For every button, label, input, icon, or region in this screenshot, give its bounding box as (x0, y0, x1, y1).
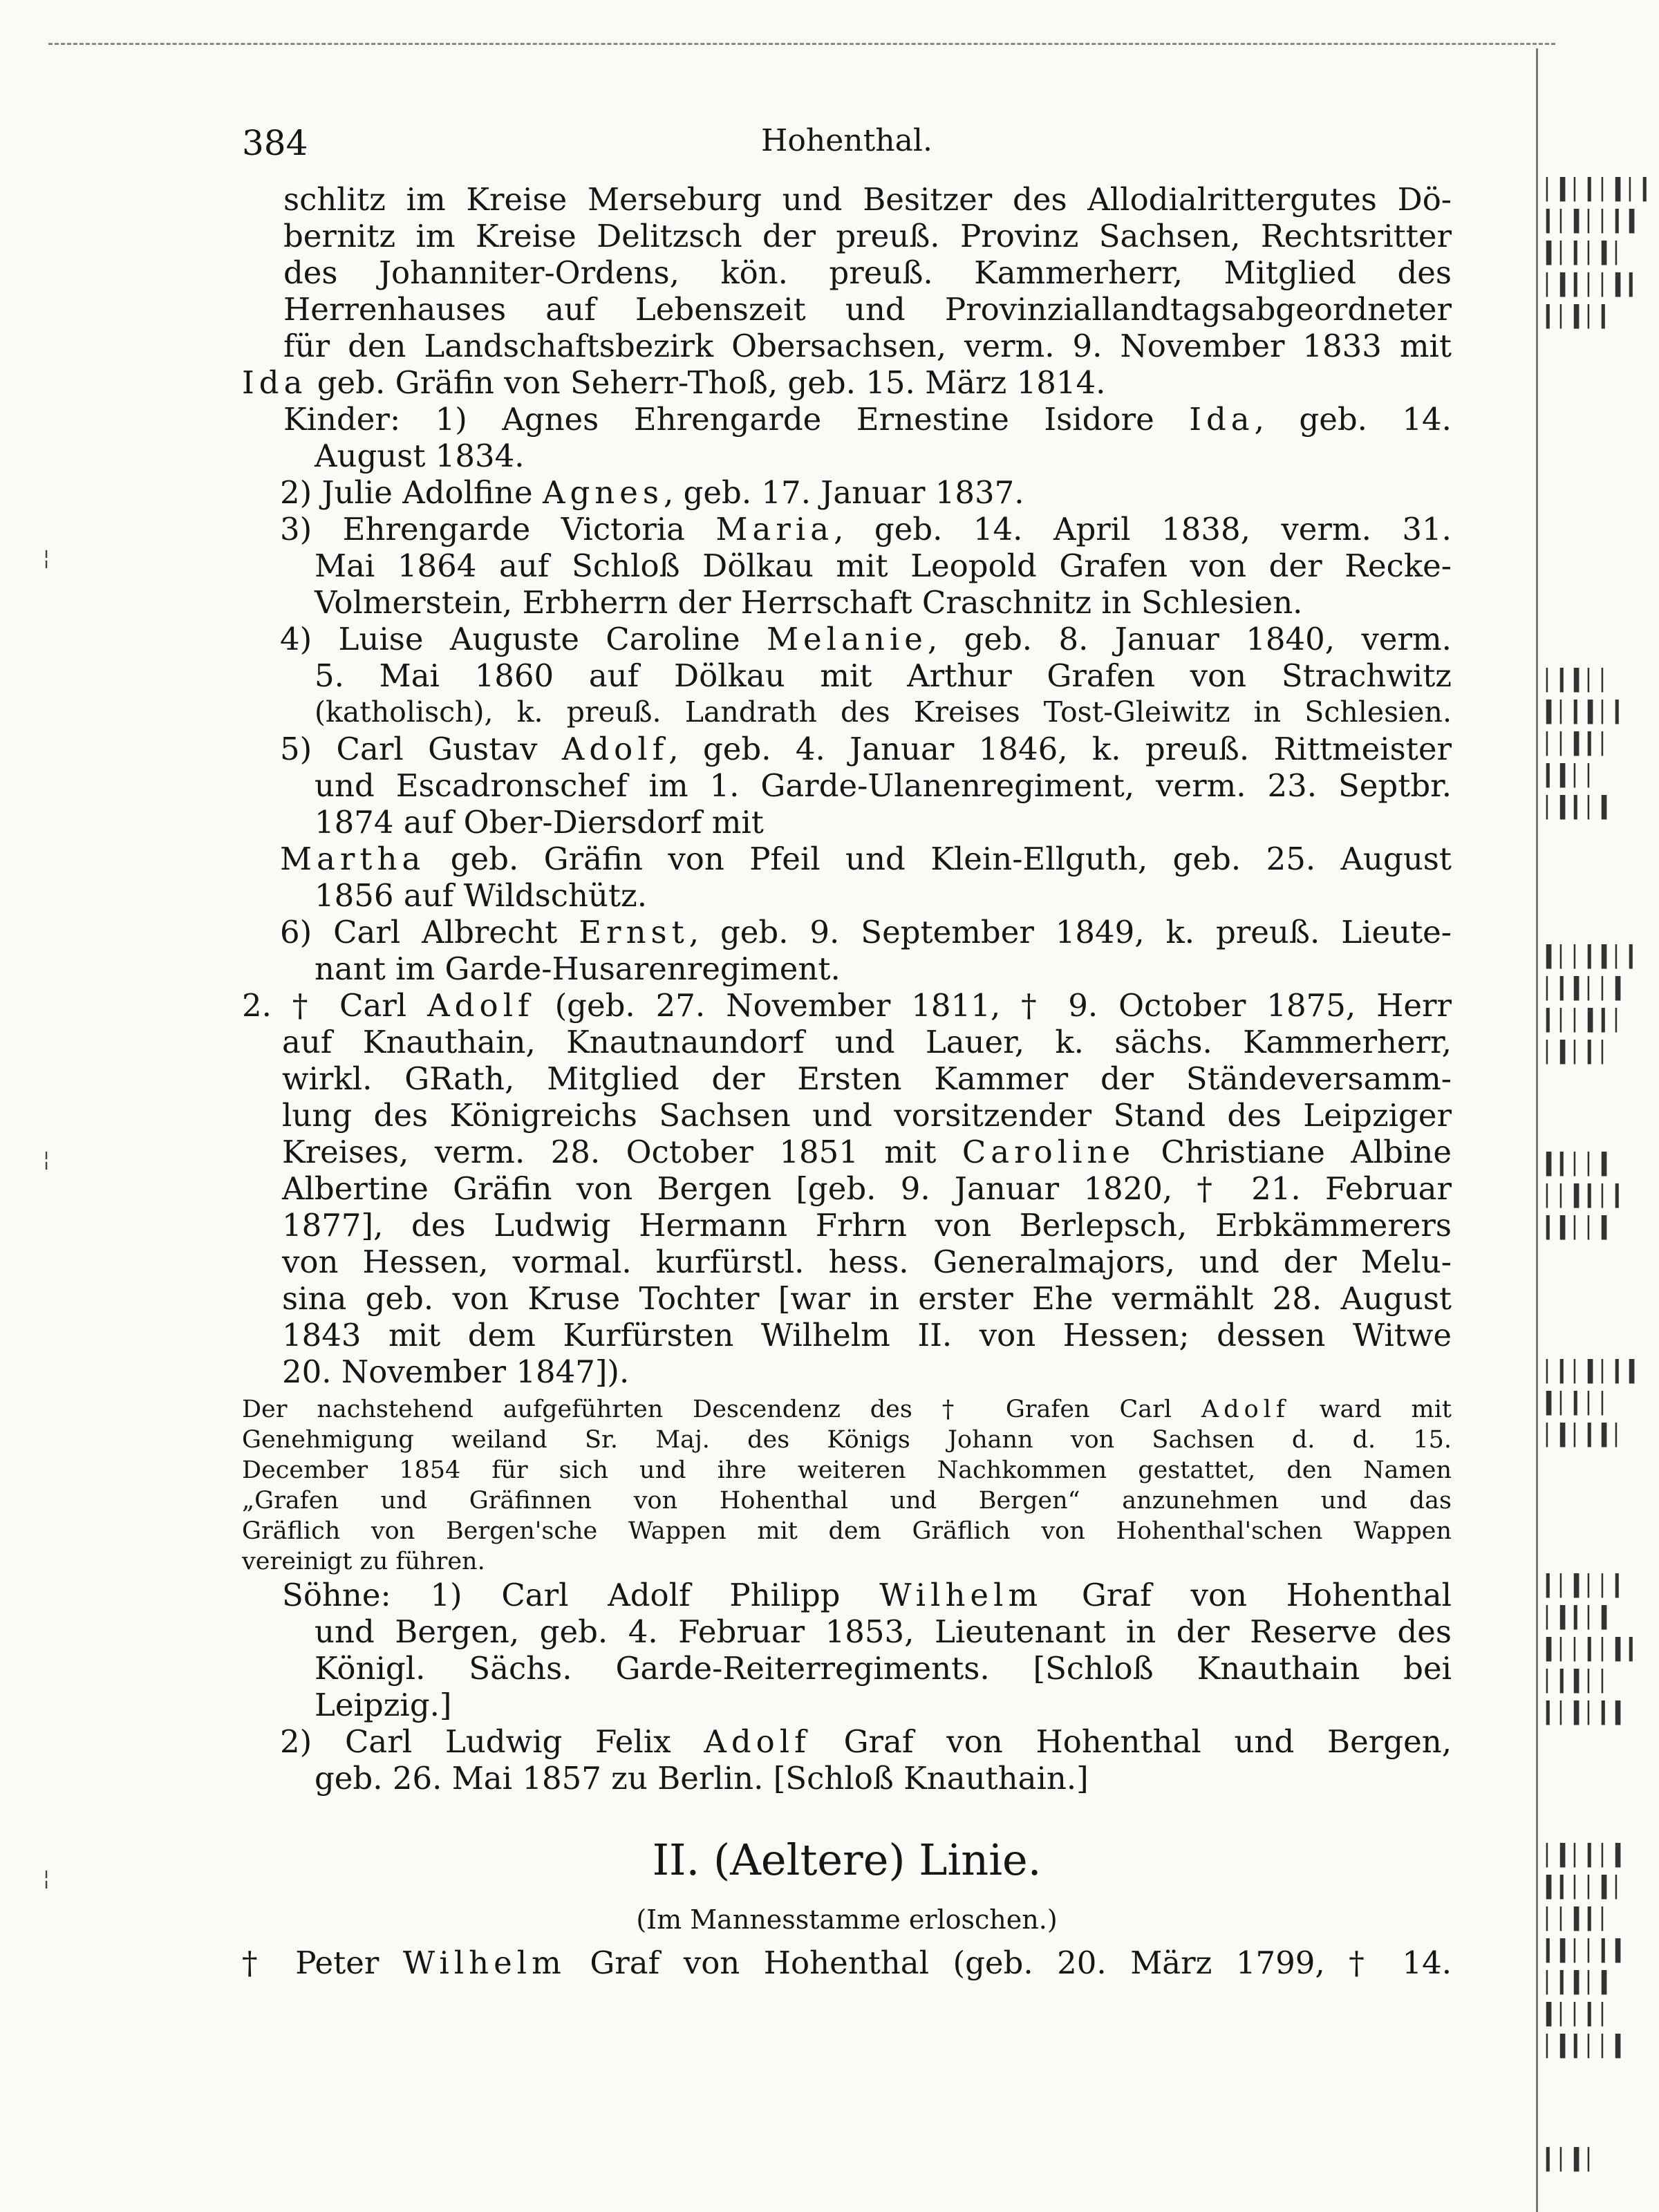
child-name: Melanie (766, 621, 928, 657)
scan-speck: ¦ (43, 1866, 50, 1891)
text-line: Albertine Gräfin von Bergen [geb. 9. Januar 1820, † 21. Februar (282, 1170, 1452, 1207)
note-block (242, 1394, 1452, 1577)
text-line: bernitz im Kreise Delitzsch der preuß. Provinz Sachsen, Rechtsritter (283, 218, 1452, 254)
child-name: Maria (715, 511, 834, 547)
bleed-fragment: ▎▍▏▏ (1546, 764, 1602, 789)
children-heading-line: Kinder: 1) Agnes Ehrengarde Ernestine Isidore Ida, geb. 14. (283, 401, 1452, 438)
text-line: 1856 auf Wildschütz. (315, 877, 648, 914)
bleed-fragment: ▏▎▍▏▏ (1546, 668, 1615, 693)
text-line: 1843 mit dem Kurfürsten Wilhelm II. von Hessen; dessen Witwe (282, 1317, 1452, 1353)
bleed-fragment: ▍▎▏▏▍▏ (1546, 1875, 1629, 1900)
bleed-fragment: ▏▍▏▎▍▏ (1546, 1423, 1629, 1448)
spouse-name: Ida (242, 364, 308, 401)
page-number: 384 (242, 123, 308, 163)
bleed-fragment: ▎▏▍▏▏▎▍ (1546, 209, 1643, 234)
spouse-line: Ida geb. Gräfin von Seherr-Thoß, geb. 15. März 1814. (242, 364, 1106, 401)
bleed-fragment: ▎▍▏▏▎▍ (1546, 1939, 1629, 1964)
bleed-fragment: ▏▎▍▏▏ (1546, 1669, 1615, 1694)
bleed-fragment: ▎▏▍▏▎ (1546, 305, 1615, 330)
text-line: wirkl. GRath, Mitglied der Ersten Kammer der Ständeversamm- (282, 1060, 1452, 1097)
text-line: von Hessen, vormal. kurfürstl. hess. Generalmajors, und der Melu- (282, 1244, 1452, 1280)
bleed-fragment: ▏▏▍▎▏ (1546, 732, 1615, 757)
child-entry: 4) Luise Auguste Caroline Melanie, geb. 8. Januar 1840, verm. (280, 621, 1452, 657)
child-name: Ida (1189, 401, 1255, 438)
child-entry: 6) Carl Albrecht Ernst, geb. 9. September 1849, k. preuß. Lieute- (280, 914, 1452, 950)
person-name: Caroline (962, 1134, 1136, 1170)
text-line: sina geb. von Kruse Tochter [war in erster Ehe vermählt 28. August (282, 1280, 1452, 1317)
bleed-fragment: ▎▏▍▏▏▎ (1546, 1574, 1629, 1599)
bleed-fragment: ▍▏▏▎▏▍▎ (1546, 1638, 1643, 1662)
text-line: geb. 26. Mai 1857 zu Berlin. [Schloß Knauthain.] (315, 1760, 1089, 1797)
bleed-fragment: ▏▎▍▏▍ (1546, 1971, 1615, 1996)
person-name: Adolf (427, 987, 534, 1024)
bleed-fragment: ▏▍▏▎▏▍▏▎ (1546, 178, 1657, 203)
person-name: Adolf (1201, 1396, 1290, 1423)
child-name: Adolf (561, 731, 669, 767)
scan-speck: ¦ (43, 546, 50, 570)
bleed-fragment: ▏▏▍▎▏▎ (1546, 1184, 1629, 1209)
son-name: Adolf (704, 1723, 811, 1760)
main-text (242, 181, 1452, 1981)
note-line: Genehmigung weiland Sr. Maj. des Königs Johann von Sachsen d. d. 15. (242, 1426, 1452, 1454)
sons-label: Söhne: (282, 1577, 391, 1613)
bleed-fragment: ▏▍▏▎▏ (1546, 1040, 1615, 1065)
bleed-fragment: ▎▏▍▏ (1546, 2148, 1602, 2173)
adjacent-page-margin (1536, 48, 1659, 2212)
bleed-fragment: ▎▏▍▏▎▍ (1546, 1701, 1629, 1726)
section-subheading: (Im Mannesstamme erloschen.) (636, 1904, 1058, 1935)
page-header (242, 123, 1452, 178)
scan-speck: ¦ (43, 1147, 50, 1172)
son-name: Wilhelm (879, 1577, 1043, 1613)
text-line: 1874 auf Ober-Diersdorf mit (315, 804, 764, 841)
note-line: Der nachstehend aufgeführten Descendenz des † Grafen Carl Adolf ward mit (242, 1396, 1452, 1423)
son-entry: 2) Carl Ludwig Felix Adolf Graf von Hohenthal und Bergen, (280, 1723, 1452, 1760)
spouse-line: Martha geb. Gräfin von Pfeil und Klein-Ellguth, geb. 25. August (280, 841, 1452, 877)
entry-line: † Peter Wilhelm Graf von Hohenthal (geb. 20. März 1799, † 14. (242, 1944, 1452, 1981)
scan-top-border (48, 43, 1555, 45)
text-line: Mai 1864 auf Schloß Dölkau mit Leopold Grafen von der Recke- (315, 547, 1452, 584)
text-line: Königl. Sächs. Garde-Reiterregiments. [Schloß Knauthain bei (315, 1650, 1452, 1687)
entry-line: Kreises, verm. 28. October 1851 mit Caroline Christiane Albine (282, 1134, 1452, 1170)
text-line: 1877], des Ludwig Hermann Frhrn von Berlepsch, Erbkämmerers (282, 1207, 1452, 1244)
text-line: und Bergen, geb. 4. Februar 1853, Lieutenant in der Reserve des (315, 1613, 1452, 1650)
text-line: auf Knauthain, Knautnaundorf und Lauer, k. sächs. Kammerherr, (282, 1024, 1452, 1060)
children-label: Kinder: (283, 401, 401, 438)
text-line: Volmerstein, Erbherrn der Herrschaft Craschnitz in Schlesien. (315, 584, 1303, 621)
bleed-fragment: ▍▏▏▎▏ (1546, 2003, 1615, 2027)
child-entry: 5) Carl Gustav Adolf, geb. 4. Januar 1846, k. preuß. Rittmeister (280, 731, 1452, 767)
bleed-fragment: ▍▎▏▏▍ (1546, 1152, 1615, 1177)
bleed-fragment: ▍▏▎▏▏ (1546, 1391, 1615, 1416)
child-name: Agnes (542, 474, 664, 511)
sons-heading-line: Söhne: 1) Carl Adolf Philipp Wilhelm Graf von Hohenthal (282, 1577, 1452, 1613)
bleed-fragment: ▏▍▎▏▍ (1546, 796, 1615, 821)
bleed-fragment: ▏▎▏▍▏▎▍ (1546, 1360, 1643, 1385)
child-entry: 3) Ehrengarde Victoria Maria, geb. 14. April 1838, verm. 31. (280, 511, 1452, 547)
text-line: und Escadronschef im 1. Garde-Ulanenregiment, verm. 23. Septbr. (315, 767, 1452, 804)
text-line: des Johanniter-Ordens, kön. preuß. Kammerherr, Mitglied des (283, 254, 1452, 291)
text-line: lung des Königreichs Sachsen und vorsitzender Stand des Leipziger (282, 1097, 1452, 1134)
child-entry: 2) Julie Adolfine Agnes, geb. 17. Januar 1837. (280, 474, 1024, 511)
note-line: vereinigt zu führen. (242, 1548, 485, 1575)
text-line: Leipzig.] (315, 1687, 452, 1723)
bleed-fragment: ▏▏▍▎▏ (1546, 1907, 1615, 1932)
text-line: Herrenhauses auf Lebenszeit und Provinziallandtagsabgeordneter (283, 291, 1452, 328)
text-line: schlitz im Kreise Merseburg und Besitzer des Allodialrittergutes Dö- (283, 181, 1452, 218)
text-line: für den Landschaftsbezirk Obersachsen, verm. 9. November 1833 mit (283, 328, 1452, 364)
running-title: Hohenthal. (761, 123, 932, 158)
text-line: August 1834. (315, 438, 525, 474)
entry-line: 2. † Carl Adolf (geb. 27. November 1811, † 9. October 1875, Herr (242, 987, 1452, 1024)
bleed-fragment: ▏▍▎▏▏▍▎ (1546, 273, 1643, 298)
bleed-fragment: ▏▍▏▎▏▍ (1546, 1844, 1629, 1868)
bleed-fragment: ▎▏▏▍▎▏ (1546, 1009, 1629, 1033)
text-line: 5. Mai 1860 auf Dölkau mit Arthur Grafen von Strachwitz (315, 657, 1452, 694)
person-name: Wilhelm (402, 1944, 566, 1981)
bleed-fragment: ▍▏▏▎▍▏▎ (1546, 945, 1643, 970)
bleed-fragment: ▏▍▎▏▏▍ (1546, 2034, 1629, 2059)
text-line: 20. November 1847]). (282, 1353, 630, 1390)
bleed-fragment: ▍▏▎▏▍▏ (1546, 241, 1629, 266)
bleed-fragment: ▍▏▎▍▏▎ (1546, 700, 1629, 725)
bleed-fragment: ▎▍▏▏▍ (1546, 1216, 1615, 1241)
bleed-fragment: ▏▍▎▏▍ (1546, 1606, 1615, 1631)
bleed-fragment: ▏▎▍▏▏▍ (1546, 977, 1629, 1002)
section-heading: II. (Aeltere) Linie. (652, 1835, 1042, 1885)
note-line: December 1854 für sich und ihre weiteren Nachkommen gestattet, den Namen (242, 1456, 1452, 1484)
spouse-name: Martha (280, 841, 426, 877)
note-line: Gräflich von Bergen'sche Wappen mit dem Gräflich von Hohenthal'schen Wappen (242, 1517, 1452, 1545)
child-name: Ernst (579, 914, 689, 950)
text-line: nant im Garde-Husarenregiment. (315, 950, 841, 987)
note-line: „Grafen und Gräfinnen von Hohenthal und Bergen“ anzunehmen und das (242, 1487, 1452, 1515)
text-line: (katholisch), k. preuß. Landrath des Kreises Tost-Gleiwitz in Schlesien. (315, 695, 1452, 729)
